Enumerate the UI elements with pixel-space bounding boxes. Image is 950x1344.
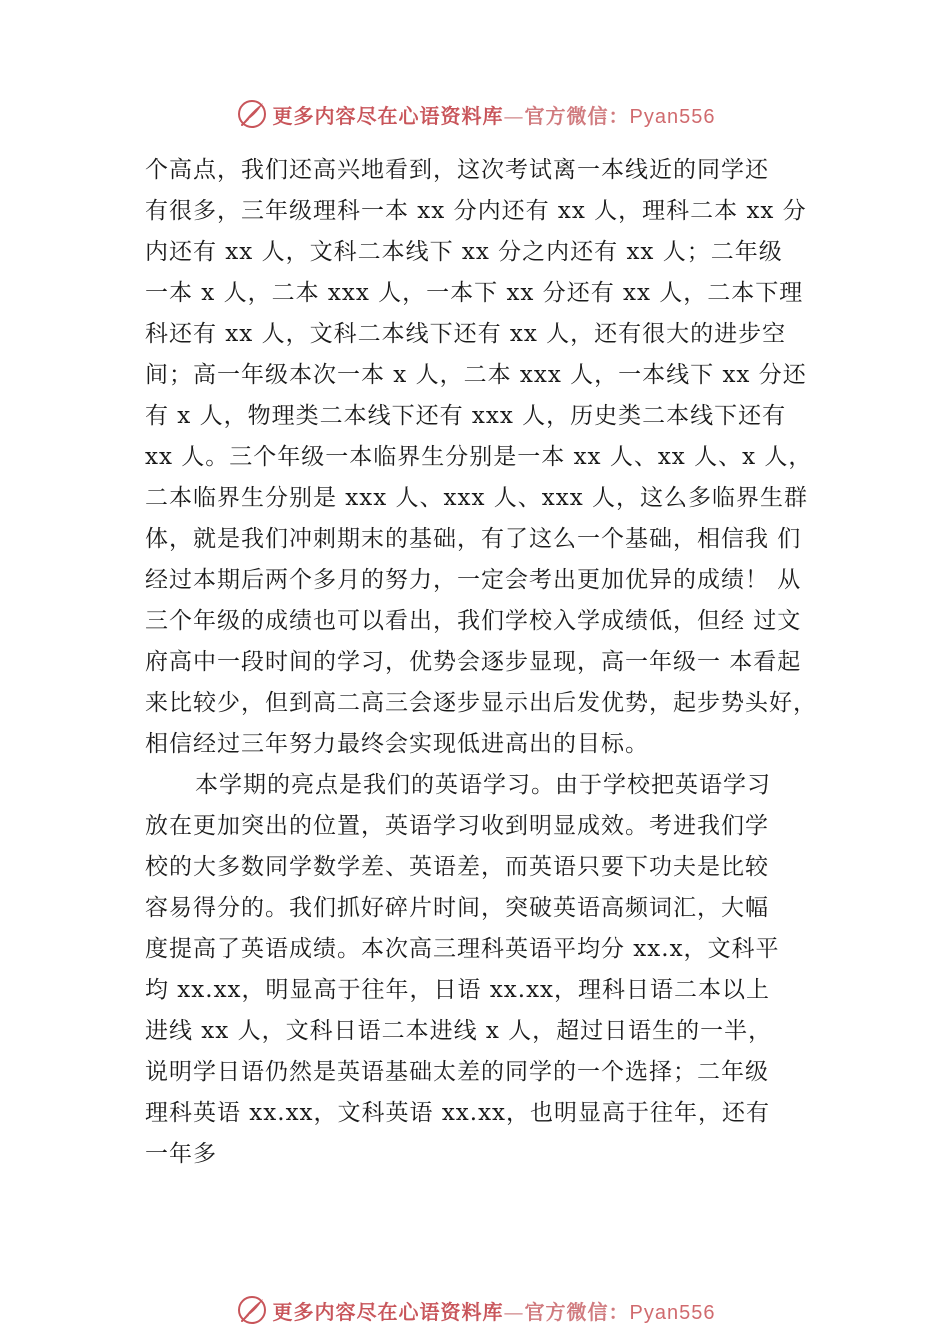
text-line: 一年多: [145, 1141, 217, 1167]
text-line: 校的大多数同学数学差、英语差，而英语只要下功夫是比较: [145, 854, 769, 880]
text-line: 放在更加突出的位置，英语学习收到明显成效。考进我们学: [145, 813, 769, 839]
text-line: 进线 xx 人，文科日语二本进线 x 人，超过日语生的一半，: [145, 1018, 773, 1044]
banner-title: 更多内容尽在心语资料库: [272, 103, 504, 128]
text-line: 说明学日语仍然是英语基础太差的同学的一个选择；二年级: [145, 1059, 769, 1085]
banner-wechat-label: 官方微信：: [524, 103, 630, 128]
text-line: 理科英语 xx.xx，文科英语 xx.xx，也明显高于往年，还有: [145, 1100, 771, 1126]
banner-text: [273, 100, 716, 129]
text-line: 来比较少，但到高二高三会逐步显示出后发优势，起步势头好，: [145, 690, 817, 716]
banner-separator: —: [503, 1299, 525, 1324]
text-line: xx 人。三个年级一本临界生分别是一本 xx 人、xx 人、x 人，: [145, 444, 813, 470]
document-body: [145, 150, 835, 1175]
footer-watermark-banner: [0, 1290, 950, 1330]
banner-wechat-id: Pyan556: [629, 1301, 716, 1324]
text-line: 三个年级的成绩也可以看出，我们学校入学成绩低，但经 过文: [145, 608, 802, 634]
text-line: 本学期的亮点是我们的英语学习。由于学校把英语学习: [195, 772, 771, 798]
text-line: 二本临界生分别是 xxx 人、xxx 人、xxx 人，这么多临界生群: [145, 485, 808, 511]
text-line: 均 xx.xx，明显高于往年，日语 xx.xx，理科日语二本以上: [145, 977, 771, 1003]
text-line: 有很多，三年级理科一本 xx 分内还有 xx 人，理科二本 xx 分: [145, 198, 807, 224]
banner-inner: [235, 1293, 716, 1327]
banner-text: [273, 1296, 716, 1325]
header-watermark-banner: [0, 94, 950, 134]
banner-separator: —: [503, 103, 525, 128]
text-line: 一本 x 人，二本 xxx 人，一本下 xx 分还有 xx 人，二本下理: [145, 280, 804, 306]
text-line: 经过本期后两个多月的努力，一定会考出更加优异的成绩！ 从: [145, 567, 802, 593]
text-line: 个高点，我们还高兴地看到，这次考试离一本线近的同学还: [145, 157, 769, 183]
text-line: 有 x 人，物理类二本线下还有 xxx 人，历史类二本线下还有: [145, 403, 787, 429]
banner-inner: [235, 97, 716, 131]
quill-pen-icon: [235, 97, 269, 131]
text-line: 内还有 xx 人，文科二本线下 xx 分之内还有 xx 人；二年级: [145, 239, 783, 265]
text-line: 度提高了英语成绩。本次高三理科英语平均分 xx.x，文科平: [145, 936, 780, 962]
text-line: 体，就是我们冲刺期末的基础，有了这么一个基础，相信我 们: [145, 526, 802, 552]
banner-wechat-label: 官方微信：: [524, 1299, 630, 1324]
text-line: 府高中一段时间的学习，优势会逐步显现，高一年级一 本看起: [145, 649, 802, 675]
text-line: 容易得分的。我们抓好碎片时间，突破英语高频词汇，大幅: [145, 895, 769, 921]
text-line: 相信经过三年努力最终会实现低进高出的目标。: [145, 731, 649, 757]
quill-pen-icon: [235, 1293, 269, 1327]
text-line: 间；高一年级本次一本 x 人，二本 xxx 人，一本线下 xx 分还: [145, 362, 807, 388]
banner-wechat-id: Pyan556: [629, 105, 716, 128]
banner-title: 更多内容尽在心语资料库: [272, 1299, 504, 1324]
text-line: 科还有 xx 人，文科二本线下还有 xx 人，还有很大的进步空: [145, 321, 787, 347]
